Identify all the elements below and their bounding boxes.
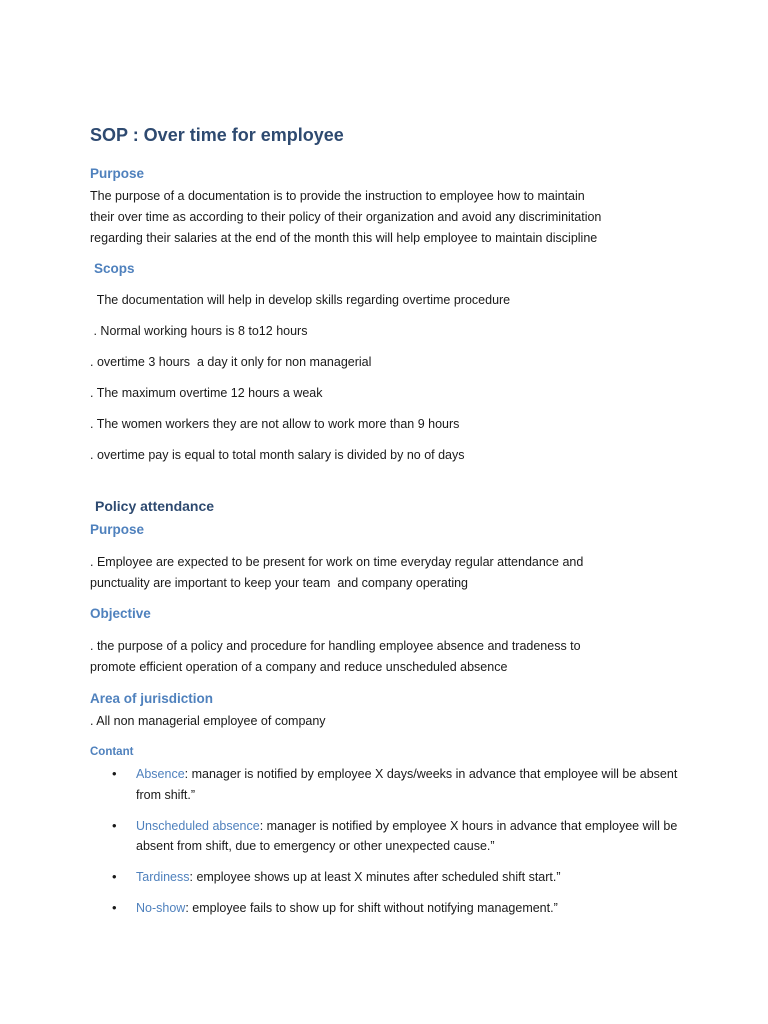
jurisdiction-text: . All non managerial employee of company bbox=[90, 714, 326, 728]
jurisdiction-heading: Area of jurisdiction bbox=[90, 691, 214, 706]
scope-heading: Scops bbox=[94, 261, 135, 276]
purpose-line: their over time as according to their policy of their organization and avoid any discriminitation bbox=[90, 210, 602, 224]
list-item bbox=[112, 898, 692, 919]
policy-purpose-line: punctuality are important to keep your team and company operating bbox=[90, 576, 468, 590]
term-absence: Absence bbox=[136, 767, 185, 781]
term-unscheduled-absence: Unscheduled absence bbox=[136, 818, 260, 833]
purpose-heading: Purpose bbox=[90, 166, 145, 181]
purpose-line: The purpose of a documentation is to provide the instruction to employee how to maintain bbox=[90, 189, 585, 203]
term-description: : employee fails to show up for shift without notifying management.” bbox=[185, 901, 558, 915]
term-tardiness: Tardiness bbox=[136, 870, 190, 884]
scope-item: . overtime pay is equal to total month salary is divided by no of days bbox=[90, 448, 465, 462]
content-list bbox=[112, 764, 692, 929]
list-item bbox=[112, 867, 692, 888]
purpose-line: regarding their salaries at the end of the month this will help employee to maintain discipline bbox=[90, 231, 598, 245]
bullet-icon: • bbox=[112, 869, 117, 884]
term-description: : manager is notified by employee X days/weeks in advance that employee will be absent from shift.” bbox=[136, 767, 678, 802]
scope-item: . The women workers they are not allow to work more than 9 hours bbox=[90, 417, 460, 431]
scope-item: . overtime 3 hours a day it only for non managerial bbox=[90, 355, 372, 369]
section-heading-policy-attendance: Policy attendance bbox=[95, 498, 215, 514]
scope-item: The documentation will help in develop skills regarding overtime procedure bbox=[90, 293, 511, 307]
bullet-icon: • bbox=[112, 766, 117, 781]
term-no-show: No-show bbox=[136, 901, 186, 915]
bullet-icon: • bbox=[112, 900, 117, 915]
policy-purpose-heading: Purpose bbox=[90, 522, 145, 537]
term-description: : manager is notified by employee X hours in advance that employee will be absent from shift, due to emergency or other unexpected cause.” bbox=[136, 818, 678, 853]
content-heading: Contant bbox=[90, 746, 134, 758]
bullet-icon: • bbox=[112, 817, 117, 833]
scope-item: . The maximum overtime 12 hours a weak bbox=[90, 386, 323, 400]
objective-line: promote efficient operation of a company and reduce unscheduled absence bbox=[90, 660, 508, 674]
list-item bbox=[112, 816, 692, 857]
policy-purpose-line: . Employee are expected to be present for work on time everyday regular attendance and bbox=[90, 555, 584, 569]
page-title: SOP : Over time for employee bbox=[90, 125, 344, 145]
objective-heading: Objective bbox=[90, 606, 151, 621]
scope-item: . Normal working hours is 8 to12 hours bbox=[90, 324, 308, 338]
objective-line: . the purpose of a policy and procedure for handling employee absence and tradeness to bbox=[90, 639, 581, 653]
list-item bbox=[112, 764, 692, 805]
term-description: : employee shows up at least X minutes after scheduled shift start.” bbox=[189, 870, 561, 884]
